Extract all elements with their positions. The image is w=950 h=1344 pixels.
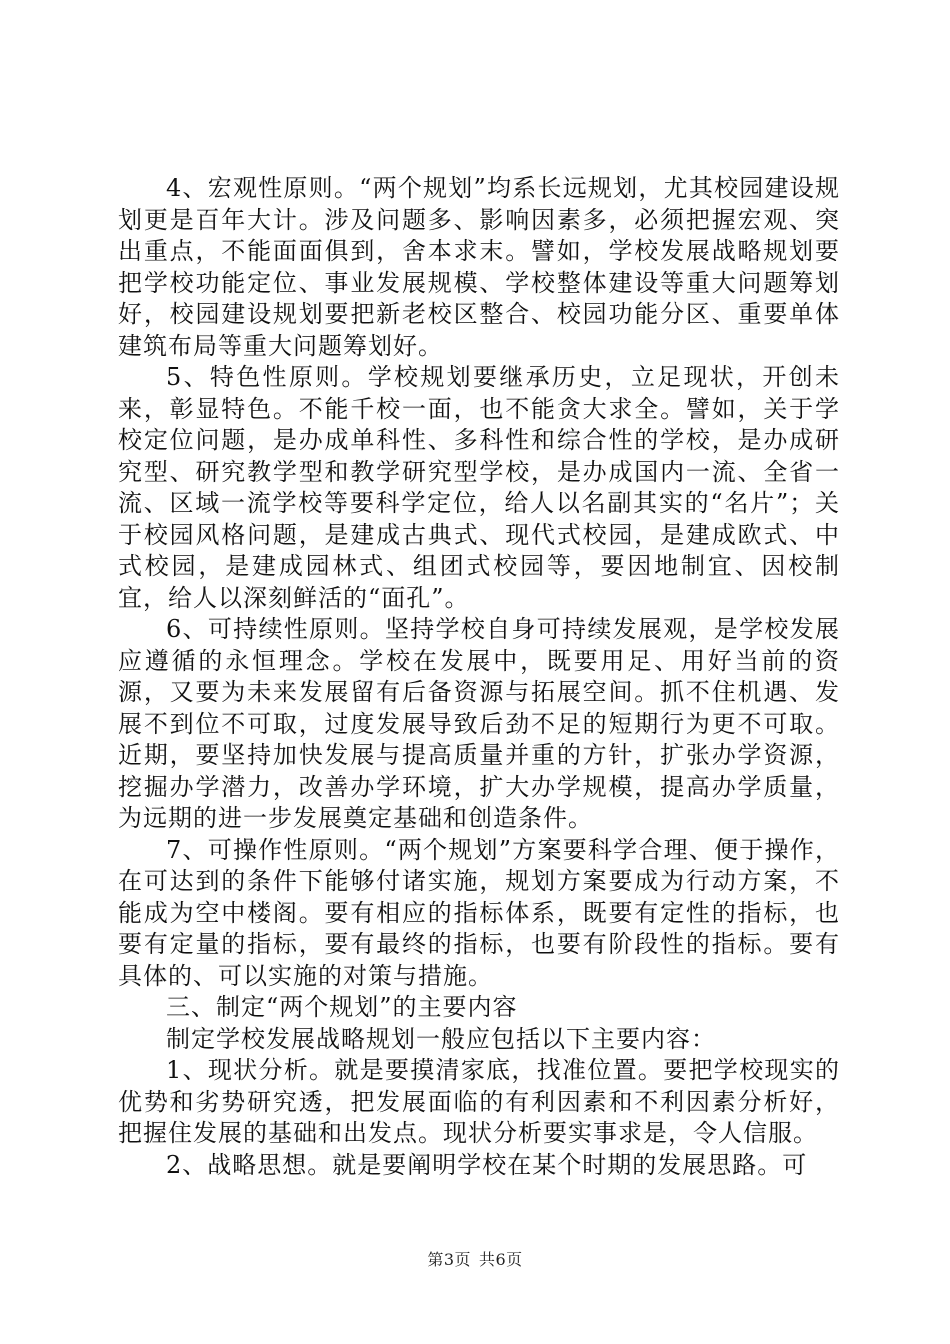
page-footer bbox=[0, 1247, 950, 1270]
paragraph-principle-4: 4、宏观性原则。“两个规划”均系长远规划，尤其校园建设规划更是百年大计。涉及问题多、影响因素多，必须把握宏观、突出重点，不能面面俱到，舍本求末。譬如，学校发展战略规划要把学校功能定位、事业发展规模、学校整体建设等重大问题筹划好，校园建设规划要把新老校区整合、校园功能分区、重要单体建筑布局等重大问题筹划好。 bbox=[118, 174, 840, 360]
paragraph-item-1: 1、现状分析。就是要摸清家底，找准位置。要把学校现实的优势和劣势研究透，把发展面临的有利因素和不利因素分析好，把握住发展的基础和出发点。现状分析要实事求是，令人信服。 bbox=[118, 1056, 840, 1147]
page-number: 第3页 bbox=[427, 1250, 471, 1269]
section-heading-3: 三、制定“两个规划”的主要内容 bbox=[166, 993, 518, 1021]
page-total: 共6页 bbox=[479, 1250, 523, 1269]
paragraph-principle-5: 5、特色性原则。学校规划要继承历史，立足现状，开创未来，彰显特色。不能千校一面，也不能贪大求全。譬如，关于学校定位问题，是办成单科性、多科性和综合性的学校，是办成研究型、研究教学型和教学研究型学校，是办成国内一流、全省一流、区域一流学校等要科学定位，给人以名副其实的“名片”；关于校园风格问题，是建成古典式、现代式校园，是建成欧式、中式校园，是建成园林式、组团式校园等，要因地制宜、因校制宜，给人以深刻鲜活的“面孔”。 bbox=[118, 363, 840, 612]
paragraph-principle-7: 7、可操作性原则。“两个规划”方案要科学合理、便于操作，在可达到的条件下能够付诸实施，规划方案要成为行动方案，不能成为空中楼阁。要有相应的指标体系，既要有定性的指标，也要有定量的指标，要有最终的指标，也要有阶段性的指标。要有具体的、可以实施的对策与措施。 bbox=[118, 835, 840, 990]
paragraph-item-2: 2、战略思想。就是要阐明学校在某个时期的发展思路。可 bbox=[166, 1150, 808, 1179]
paragraph-principle-6: 6、可持续性原则。坚持学校自身可持续发展观，是学校发展应遵循的永恒理念。学校在发展中，既要用足、用好当前的资源，又要为未来发展留有后备资源与拓展空间。抓不住机遇、发展不到位不可取，过度发展导致后劲不足的短期行为更不可取。近期，要坚持加快发展与提高质量并重的方针，扩张办学资源，挖掘办学潜力，改善办学环境，扩大办学规模，提高办学质量，为远期的进一步发展奠定基础和创造条件。 bbox=[118, 615, 840, 832]
paragraph-intro: 制定学校发展战略规划一般应包括以下主要内容： bbox=[166, 1024, 716, 1053]
document-body bbox=[118, 173, 840, 1181]
